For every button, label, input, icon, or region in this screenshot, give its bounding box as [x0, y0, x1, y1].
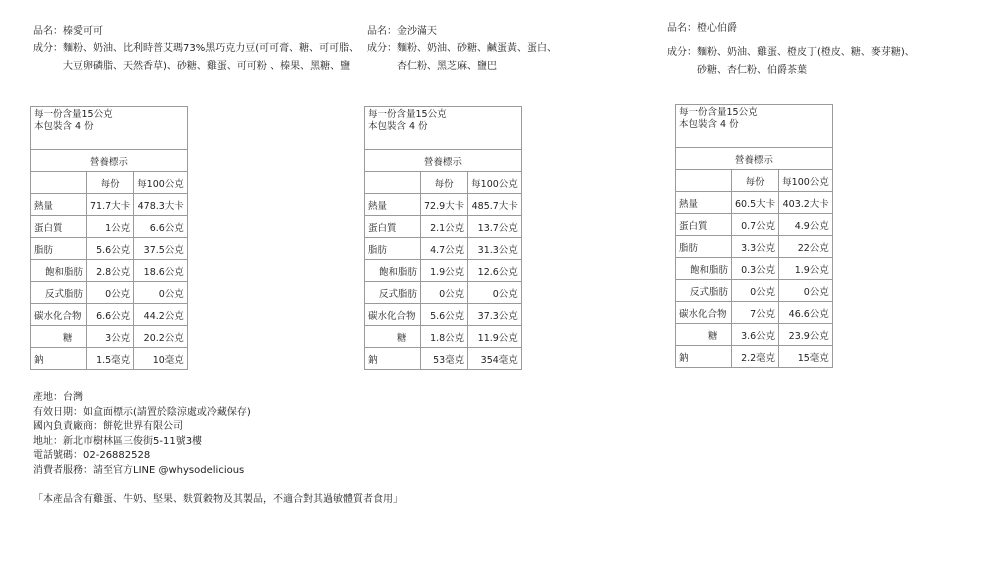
- per-100g-value: 485.7大卡: [468, 194, 522, 216]
- per-serving-value: 0.3公克: [732, 258, 779, 280]
- nutrition-title: 營養標示: [31, 150, 188, 172]
- per-serving-value: 6.6公克: [87, 304, 134, 326]
- serving-info: [365, 107, 522, 150]
- ingredients-label: 成分：: [33, 43, 63, 54]
- col-per-serving: 每份: [732, 170, 779, 192]
- empty-header-cell: [676, 170, 732, 192]
- table-row: [31, 326, 188, 348]
- nutrient-label: 脂肪: [365, 238, 421, 260]
- per-100g-value: 6.6公克: [134, 216, 188, 238]
- title-row: [31, 150, 188, 172]
- per-100g-value: 18.6公克: [134, 260, 188, 282]
- table-row: [31, 260, 188, 282]
- nutrient-label: 熱量: [676, 192, 732, 214]
- empty-header-cell: [365, 172, 421, 194]
- serving-row: [31, 107, 188, 150]
- per-100g-value: 11.9公克: [468, 326, 522, 348]
- per-serving-value: 1.5毫克: [87, 348, 134, 370]
- nutrient-label: 反式脂肪: [676, 280, 732, 302]
- ingredients: [667, 44, 915, 80]
- table-row: [365, 326, 522, 348]
- nutrient-label: 鈉: [31, 348, 87, 370]
- per-100g-value: 37.5公克: [134, 238, 188, 260]
- per-100g-value: 22公克: [779, 236, 833, 258]
- nutrient-label: 飽和脂肪: [31, 260, 87, 282]
- expiry-text: 有效日期：如盒面標示(請置於陰涼處或冷藏保存): [33, 406, 251, 418]
- per-100g-value: 1.9公克: [779, 258, 833, 280]
- table-row: [676, 236, 833, 258]
- servings-count: 本包裝含 4 份: [368, 121, 428, 132]
- title-row: [365, 150, 522, 172]
- per-serving-value: 2.8公克: [87, 260, 134, 282]
- serving-info: [676, 105, 833, 148]
- per-100g-value: 20.2公克: [134, 326, 188, 348]
- table-row: [31, 304, 188, 326]
- per-100g-value: 37.3公克: [468, 304, 522, 326]
- nutrition-table: [30, 106, 188, 370]
- per-serving-value: 0公克: [87, 282, 134, 304]
- per-serving-value: 2.2毫克: [732, 346, 779, 368]
- nutrition-title: 營養標示: [676, 148, 833, 170]
- ingredients-line: 砂糖、杏仁粉、伯爵茶葉: [697, 65, 807, 76]
- col-per-serving: 每份: [87, 172, 134, 194]
- per-100g-value: 10毫克: [134, 348, 188, 370]
- table-row: [676, 302, 833, 324]
- per-serving-value: 2.1公克: [421, 216, 468, 238]
- col-per-100g: 每100公克: [468, 172, 522, 194]
- nutrient-label: 鈉: [365, 348, 421, 370]
- per-100g-value: 0公克: [134, 282, 188, 304]
- serving-size: 每一份含量15公克: [34, 109, 113, 120]
- serving-size: 每一份含量15公克: [679, 107, 758, 118]
- serving-size: 每一份含量15公克: [368, 109, 447, 120]
- ingredients-label: 成分：: [667, 47, 697, 58]
- table-row: [676, 192, 833, 214]
- empty-header-cell: [31, 172, 87, 194]
- table-row: [676, 324, 833, 346]
- nutrient-label: 熱量: [31, 194, 87, 216]
- ingredients: [367, 40, 557, 76]
- ingredients-line: 麵粉、奶油、比利時普艾瑪73%黑巧克力豆(可可膏、糖、可可脂、: [63, 43, 360, 54]
- nutrient-label: 鈉: [676, 346, 732, 368]
- title-row: [676, 148, 833, 170]
- table-row: [676, 258, 833, 280]
- manufacturer-text: 國內負責廠商：餅乾世界有限公司: [33, 421, 183, 433]
- product-name: 品名：榛愛可可: [33, 26, 103, 37]
- table-row: [31, 216, 188, 238]
- per-serving-value: 1.9公克: [421, 260, 468, 282]
- per-serving-value: 3.3公克: [732, 236, 779, 258]
- nutrient-label: 碳水化合物: [676, 302, 732, 324]
- service-text: 消費者服務：請至官方LINE @whysodelicious: [33, 464, 245, 476]
- nutrient-label: 熱量: [365, 194, 421, 216]
- col-per-serving: 每份: [421, 172, 468, 194]
- table-row: [31, 348, 188, 370]
- ingredients-label: 成分：: [367, 43, 397, 54]
- ingredients-line: 麵粉、奶油、砂糖、鹹蛋黃、蛋白、: [397, 43, 557, 54]
- table-row: [365, 238, 522, 260]
- per-100g-value: 46.6公克: [779, 302, 833, 324]
- per-100g-value: 354毫克: [468, 348, 522, 370]
- nutrition-table: [675, 104, 833, 368]
- per-serving-value: 5.6公克: [87, 238, 134, 260]
- table-row: [31, 194, 188, 216]
- per-100g-value: 403.2大卡: [779, 192, 833, 214]
- nutrient-label: 反式脂肪: [31, 282, 87, 304]
- per-serving-value: 7公克: [732, 302, 779, 324]
- serving-row: [676, 105, 833, 148]
- nutrition-table: [364, 106, 522, 370]
- per-100g-value: 12.6公克: [468, 260, 522, 282]
- nutrient-label: 糖: [365, 326, 421, 348]
- nutrient-label: 碳水化合物: [365, 304, 421, 326]
- per-serving-value: 60.5大卡: [732, 192, 779, 214]
- col-per-100g: 每100公克: [134, 172, 188, 194]
- serving-row: [365, 107, 522, 150]
- per-100g-value: 0公克: [468, 282, 522, 304]
- nutrient-label: 蛋白質: [676, 214, 732, 236]
- per-serving-value: 5.6公克: [421, 304, 468, 326]
- per-serving-value: 71.7大卡: [87, 194, 134, 216]
- per-serving-value: 4.7公克: [421, 238, 468, 260]
- serving-info: [31, 107, 188, 150]
- per-100g-value: 13.7公克: [468, 216, 522, 238]
- col-per-100g: 每100公克: [779, 170, 833, 192]
- product-name: 品名：金沙滿天: [367, 26, 437, 37]
- nutrient-label: 飽和脂肪: [676, 258, 732, 280]
- table-row: [31, 238, 188, 260]
- table-row: [365, 260, 522, 282]
- per-100g-value: 15毫克: [779, 346, 833, 368]
- servings-count: 本包裝含 4 份: [34, 121, 94, 132]
- address-text: 地址：新北市樹林區三俊街5-11號3樓: [33, 435, 203, 447]
- column-header-row: [676, 170, 833, 192]
- table-row: [365, 348, 522, 370]
- product-name: 品名：橙心伯爵: [667, 23, 737, 34]
- nutrient-label: 飽和脂肪: [365, 260, 421, 282]
- per-serving-value: 3.6公克: [732, 324, 779, 346]
- nutrition-title: 營養標示: [365, 150, 522, 172]
- origin-text: 產地：台灣: [33, 392, 83, 403]
- per-100g-value: 4.9公克: [779, 214, 833, 236]
- nutrient-label: 蛋白質: [365, 216, 421, 238]
- table-row: [676, 280, 833, 302]
- per-100g-value: 0公克: [779, 280, 833, 302]
- ingredients-line: 杏仁粉、黑芝麻、鹽巴: [397, 61, 497, 72]
- table-row: [676, 346, 833, 368]
- per-serving-value: 0公克: [421, 282, 468, 304]
- table-row: [365, 216, 522, 238]
- table-row: [31, 282, 188, 304]
- nutrient-label: 糖: [31, 326, 87, 348]
- table-row: [365, 304, 522, 326]
- per-serving-value: 72.9大卡: [421, 194, 468, 216]
- per-serving-value: 0公克: [732, 280, 779, 302]
- per-100g-value: 478.3大卡: [134, 194, 188, 216]
- per-100g-value: 23.9公克: [779, 324, 833, 346]
- per-serving-value: 1公克: [87, 216, 134, 238]
- servings-count: 本包裝含 4 份: [679, 119, 739, 130]
- ingredients-line: 麵粉、奶油、雞蛋、橙皮丁(橙皮、糖、麥芽糖)、: [697, 47, 915, 58]
- phone-text: 電話號碼：02-26882528: [33, 450, 151, 462]
- nutrient-label: 脂肪: [676, 236, 732, 258]
- nutrient-label: 反式脂肪: [365, 282, 421, 304]
- nutrient-label: 蛋白質: [31, 216, 87, 238]
- allergen-warning: 「本產品含有雞蛋、牛奶、堅果、麩質穀物及其製品，不適合對其過敏體質者食用」: [33, 494, 403, 505]
- company-info: [33, 391, 251, 479]
- table-row: [365, 282, 522, 304]
- nutrient-label: 碳水化合物: [31, 304, 87, 326]
- column-header-row: [31, 172, 188, 194]
- nutrient-label: 糖: [676, 324, 732, 346]
- per-serving-value: 1.8公克: [421, 326, 468, 348]
- column-header-row: [365, 172, 522, 194]
- per-serving-value: 3公克: [87, 326, 134, 348]
- per-serving-value: 0.7公克: [732, 214, 779, 236]
- table-row: [676, 214, 833, 236]
- per-serving-value: 53毫克: [421, 348, 468, 370]
- ingredients-line: 大豆卵磷脂、天然香草)、砂糖、雞蛋、可可粉 、榛果、黑糖、鹽: [63, 61, 351, 72]
- table-row: [365, 194, 522, 216]
- per-100g-value: 31.3公克: [468, 238, 522, 260]
- nutrient-label: 脂肪: [31, 238, 87, 260]
- per-100g-value: 44.2公克: [134, 304, 188, 326]
- ingredients: [33, 40, 359, 76]
